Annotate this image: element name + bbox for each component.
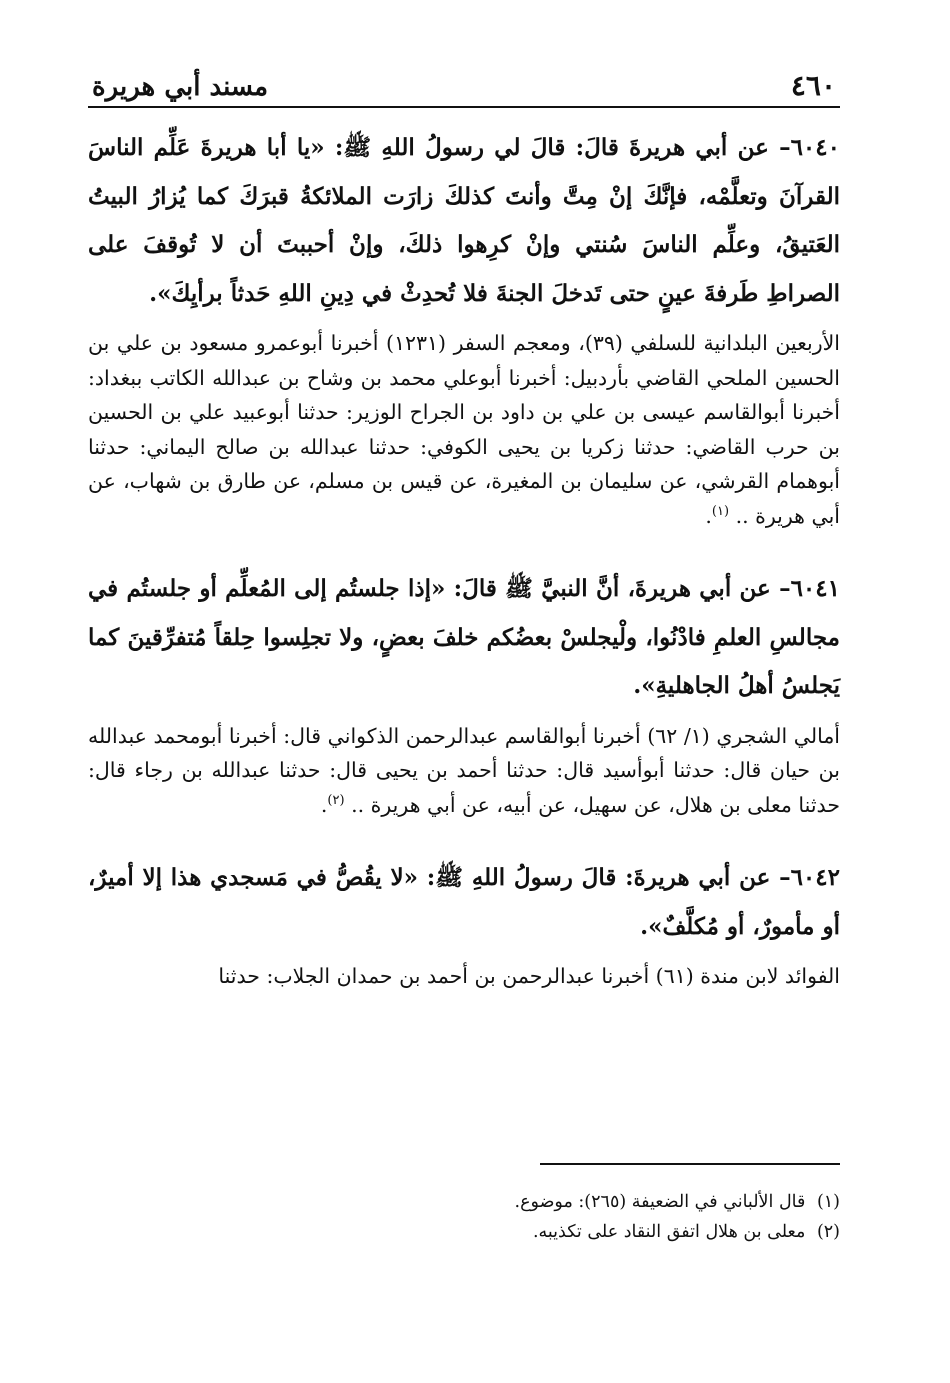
source-6042 xyxy=(88,959,840,994)
footnote-ref[interactable]: (٢) xyxy=(327,792,345,808)
page-number: ٤٦٠ xyxy=(790,69,836,102)
source-text: أمالي الشجري (١/ ٦٢) أخبرنا أبوالقاسم عبدالرحمن الذكواني قال: أخبرنا أبومحمد عبدالله بن حيان قال: حدثنا أبوأسيد قال: حدثنا أحمد بن يحيى قال: حدثنا عبدالله بن رجاء قال: حدثنا معلى بن هلال، عن سهيل، عن أبيه، عن أبي هريرة .. xyxy=(88,723,840,817)
footnote-divider xyxy=(540,1163,840,1165)
source-6040: الأربعين البلدانية للسلفي (٣٩)، ومعجم السفر (١٢٣١) أخبرنا أبوعمرو مسعود بن علي بن الحسين الملحي القاضي بأردبيل: أخبرنا أبوعلي محمد بن وشاح بن عبدالله الكاتب ببغداد: أخبرنا أبوالقاسم عيسى بن علي بن داود بن الجراح الوزير: حدثنا أبوعبيد علي بن الحسين بن حرب القاضي: حدثنا زكريا بن يحيى الكوفي: حدثنا عبدالله بن صالح اليماني: حدثنا أبوهمام القرشي، عن سليمان بن المغيرة، عن قيس بن مسلم، عن طارق بن شهاب، عن أبي هريرة .. $^{(١)}$. xyxy=(88,331,840,528)
footnote-number: (٢) xyxy=(816,1222,840,1242)
hadith-number: ٦٠٤٢– xyxy=(779,864,840,891)
page-body xyxy=(88,70,840,1008)
footnote-text: معلى بن هلال اتفق النقاد على تكذيبه. xyxy=(532,1222,806,1242)
footnote-item xyxy=(88,1217,840,1247)
book-title: مسند أبي هريرة xyxy=(92,72,269,102)
hadith-6041 xyxy=(88,565,840,711)
footnotes xyxy=(88,1163,840,1247)
hadith-text: عن أبي هريرةَ: قالَ رسولُ اللهِ ﷺ: «لا يقُصُّ في مَسجدي هذا إلا أميرٌ، أو مأمورٌ، أو مُكلَّفٌ». xyxy=(88,864,840,940)
hadith-text: عن أبي هريرةَ، أنَّ النبيَّ ﷺ قالَ: «إذا جلستُم إلى المُعلِّم أو جلستُم في مجالسِ العلمِ فادْنُوا، ولْيجلسْ بعضُكم خلفَ بعضٍ، ولا تجلِسوا حِلقاً مُتفرِّقينَ كما يَجلسُ أهلُ الجاهليةِ». xyxy=(88,575,840,699)
hadith-6042 xyxy=(88,854,840,951)
footnote-text: قال الألباني في الضعيفة (٢٦٥): موضوع. xyxy=(514,1192,806,1212)
footnote-number: (١) xyxy=(816,1192,840,1212)
hadith-number: ٦٠٤٠– xyxy=(779,134,840,161)
footnote-item xyxy=(88,1187,840,1217)
footnote-ref[interactable]: (١) xyxy=(711,503,730,519)
source-text: الأربعين البلدانية للسلفي (٣٩)، ومعجم السفر (١٢٣١) أخبرنا أبوعمرو مسعود بن علي بن الحسين الملحي القاضي بأردبيل: أخبرنا أبوعلي محمد بن وشاح بن عبدالله الكاتب ببغداد: أخبرنا أبوالقاسم عيسى بن علي بن داود بن الجراح الوزير: حدثنا أبوعبيد علي بن الحسين بن حرب القاضي: حدثنا زكريا بن يحيى الكوفي: حدثنا عبدالله بن صالح اليماني: حدثنا أبوهمام القرشي، عن سليمان بن المغيرة، عن قيس بن مسلم، عن طارق بن شهاب، عن أبي هريرة .. xyxy=(88,331,840,528)
page-header xyxy=(88,70,840,108)
source-6041: أمالي الشجري (١/ ٦٢) أخبرنا أبوالقاسم عبدالرحمن الذكواني قال: أخبرنا أبومحمد عبدالله بن حيان قال: حدثنا أبوأسيد قال: حدثنا أحمد بن يحيى قال: حدثنا عبدالله بن رجاء قال: حدثنا معلى بن هلال، عن سهيل، عن أبيه، عن أبي هريرة .. $^{(٢)}$. xyxy=(88,723,840,817)
hadith-text: عن أبي هريرةَ قالَ: قالَ لي رسولُ اللهِ ﷺ: «يا أبا هريرةَ عَلِّم الناسَ القرآنَ وتعلَّمْه، فإنَّكَ إنْ مِتَّ وأنتَ كذلكَ زارَت الملائكةُ قبرَكَ كما يُزارُ البيتُ العَتيقُ، وعلِّم الناسَ سُنتي وإنْ كرِهوا ذلكَ، وإنْ أحببتَ أن لا تُوقفَ على الصراطِ طَرفةَ عينٍ حتى تَدخلَ الجنةَ فلا تُحدِثْ في دِينِ اللهِ حَدثاً برأيِكَ». xyxy=(88,134,840,307)
hadith-number: ٦٠٤١– xyxy=(779,575,840,602)
hadith-6040 xyxy=(88,124,840,318)
source-text: الفوائد لابن مندة (٦١) أخبرنا عبدالرحمن بن أحمد بن حمدان الجلاب: حدثنا xyxy=(218,964,840,988)
